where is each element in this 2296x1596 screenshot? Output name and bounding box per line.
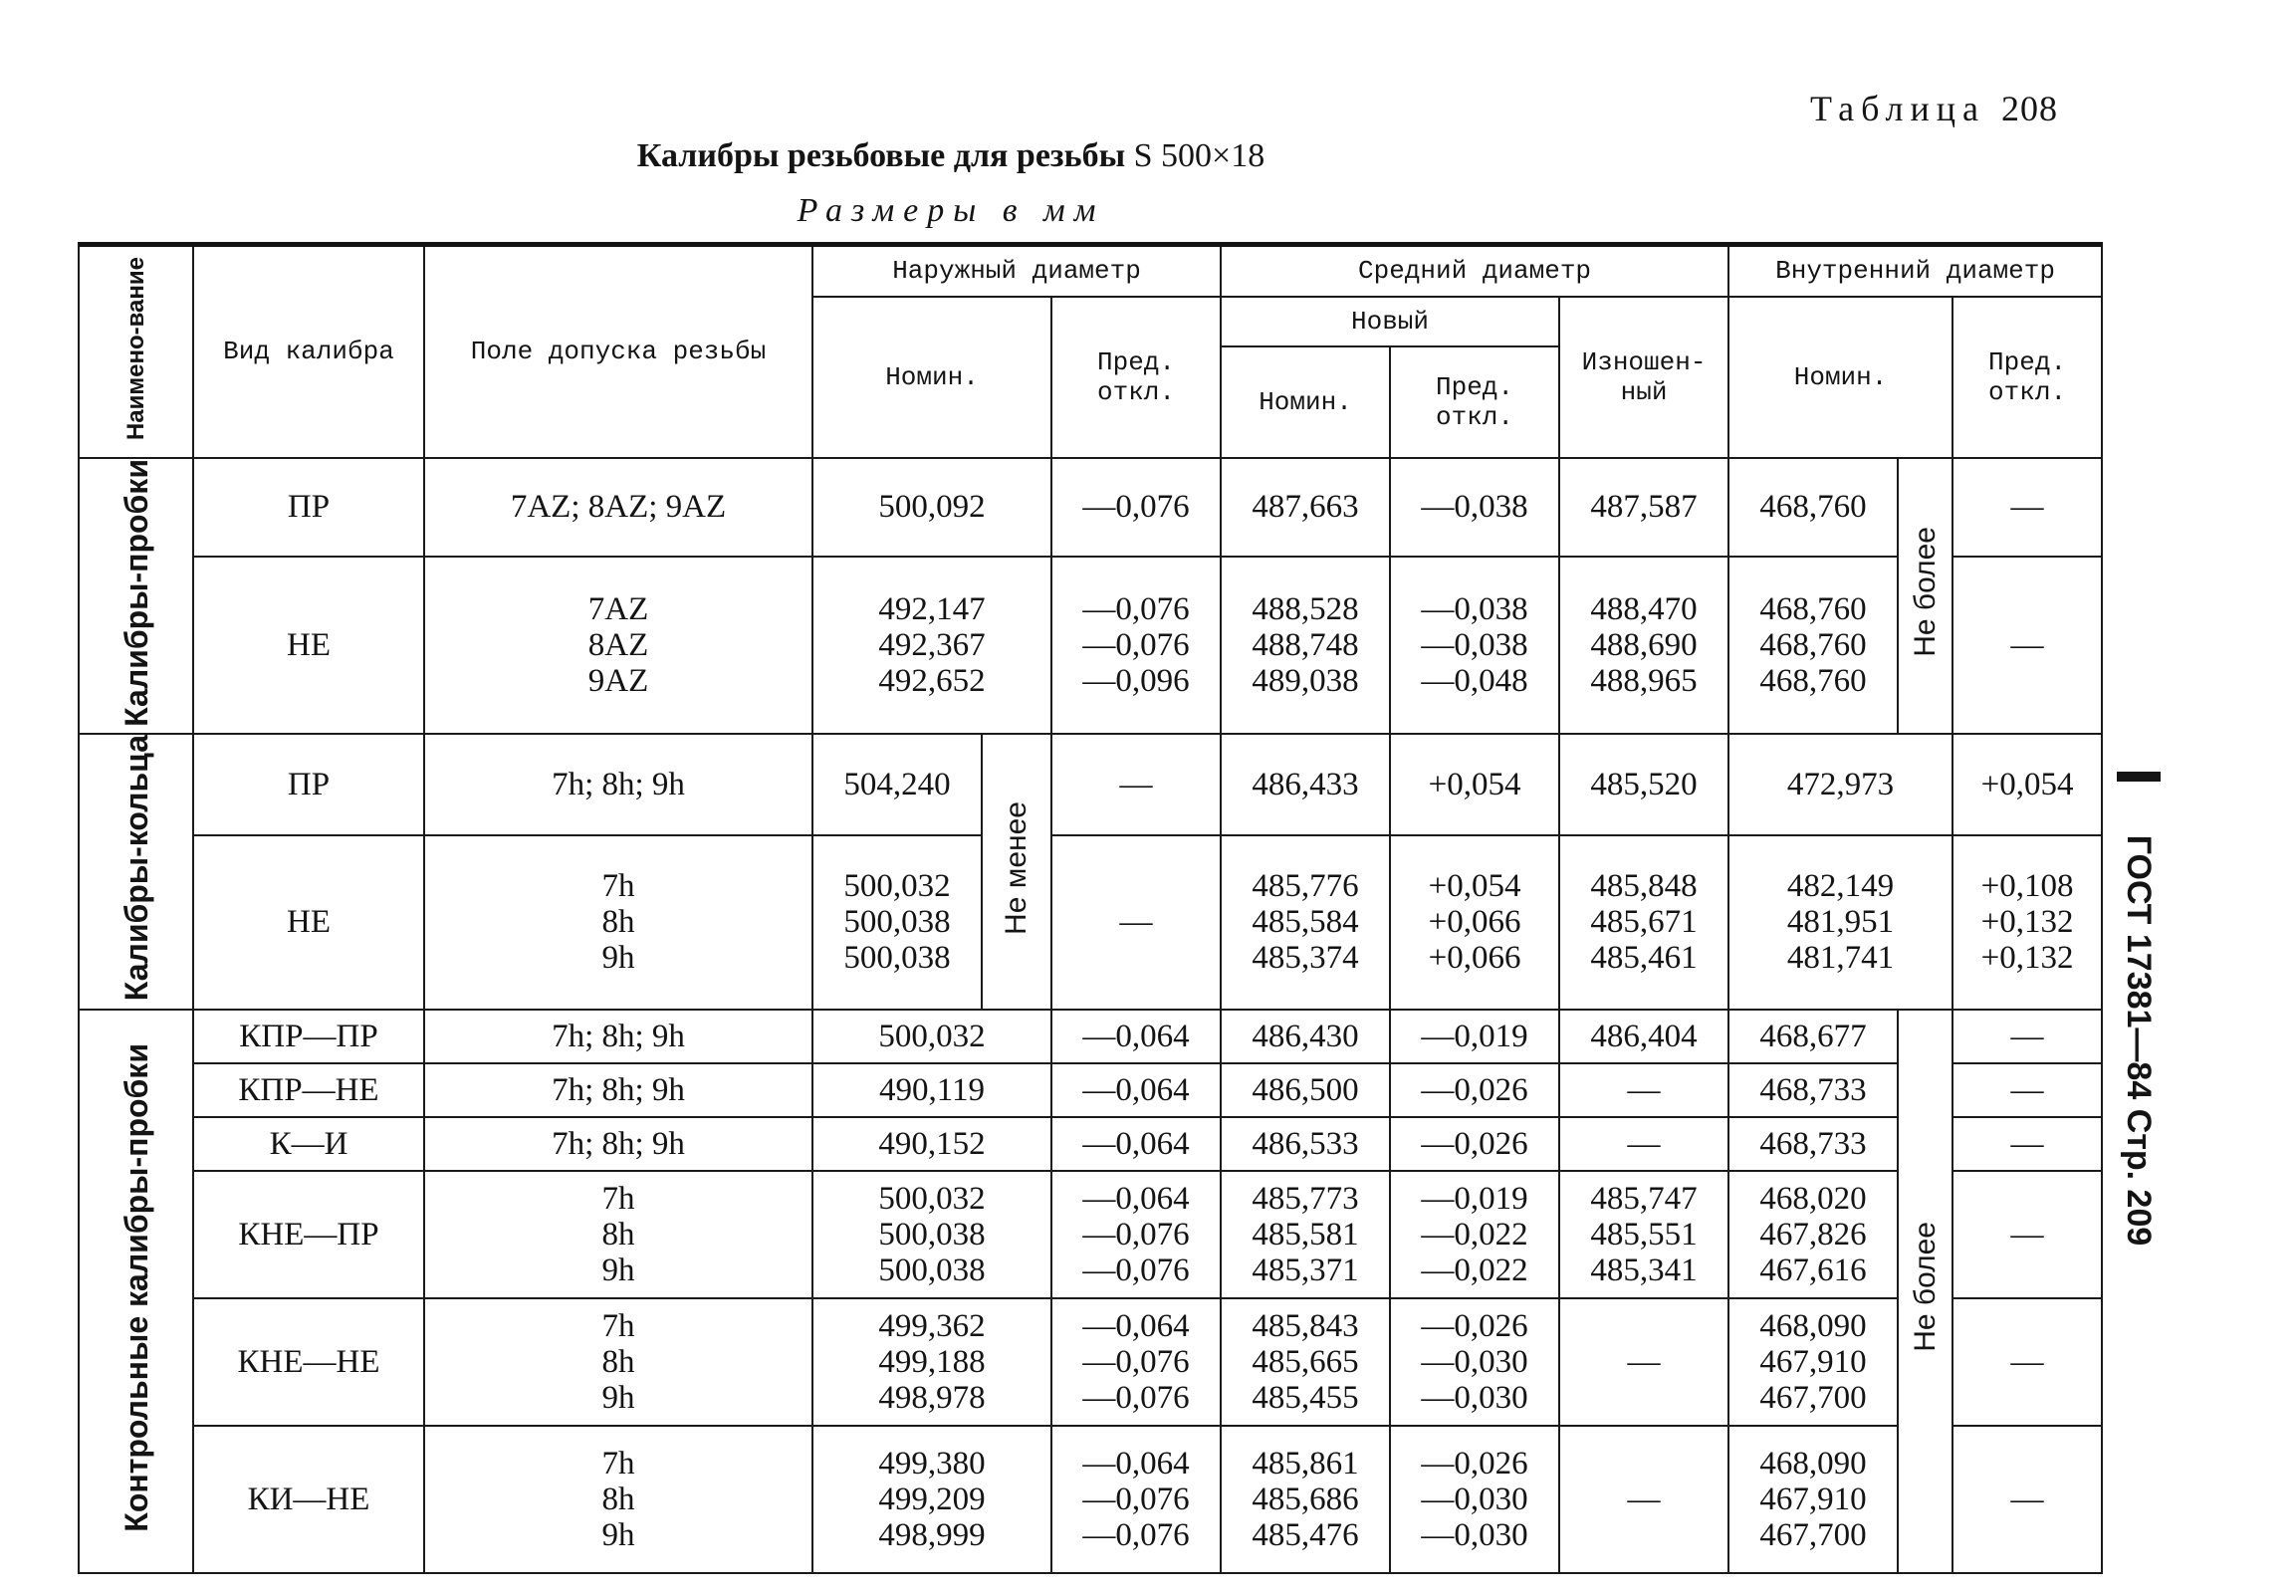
cell-type: К—И (193, 1117, 424, 1171)
cell-middle-nominal: 488,528 488,748 489,038 (1221, 557, 1390, 734)
cell-type: НЕ (193, 557, 424, 734)
table-label: Таблица (1810, 89, 1985, 128)
table-row (79, 458, 2102, 558)
cell-outer-nominal: 500,092 (812, 458, 1051, 558)
cell-outer-deviation: —0,064 (1051, 1010, 1221, 1063)
table-row (79, 1117, 2102, 1171)
cell-tolerance: 7h 8h 9h (424, 1426, 812, 1573)
cell-type: НЕ (193, 835, 424, 1010)
header-worn: Изношен-ный (1559, 297, 1728, 458)
cell-inner-deviation: +0,108 +0,132 +0,132 (1952, 835, 2102, 1010)
cell-worn: 485,747 485,551 485,341 (1559, 1171, 1728, 1298)
header-middle-diameter: Средний диаметр (1221, 245, 1728, 297)
table-row (79, 1063, 2102, 1117)
cell-outer-deviation: —0,064 (1051, 1117, 1221, 1171)
cell-inner-nominal: 468,760 (1728, 458, 1898, 558)
cell-middle-nominal: 486,433 (1221, 734, 1390, 834)
cell-outer-deviation: — (1051, 734, 1221, 834)
cell-inner-nominal: 468,090 467,910 467,700 (1728, 1298, 1898, 1426)
cell-outer-nominal: 500,032 500,038 500,038 (812, 1171, 1051, 1298)
cell-middle-nominal: 487,663 (1221, 458, 1390, 558)
cell-outer-nominal: 504,240 (812, 734, 982, 834)
cell-tolerance: 7h 8h 9h (424, 1298, 812, 1426)
cell-tolerance: 7h 8h 9h (424, 1171, 812, 1298)
header-middle-deviation: Пред. откл. (1390, 346, 1559, 458)
header-inner-nominal: Номин. (1728, 297, 1952, 458)
header-inner-deviation: Пред. откл. (1952, 297, 2102, 458)
cell-outer-nominal: 499,380 499,209 498,999 (812, 1426, 1051, 1573)
cell-middle-nominal: 486,430 (1221, 1010, 1390, 1063)
group-plugs: Калибры-пробки (79, 458, 193, 735)
cell-inner-nominal: 482,149 481,951 481,741 (1728, 835, 1952, 1010)
cell-type: КПР—НЕ (193, 1063, 424, 1117)
cell-tolerance: 7h; 8h; 9h (424, 1010, 812, 1063)
cell-inner-nominal: 468,090 467,910 467,700 (1728, 1426, 1898, 1573)
cell-tolerance: 7h; 8h; 9h (424, 1063, 812, 1117)
cell-middle-deviation: —0,038 (1390, 458, 1559, 558)
page-title (0, 137, 1902, 175)
cell-type: ПР (193, 734, 424, 834)
cell-inner-nominal: 472,973 (1728, 734, 1952, 834)
title-text: Калибры резьбовые для резьбы (636, 137, 1126, 174)
cell-inner-deviation: — (1952, 1171, 2102, 1298)
cell-middle-deviation: +0,054 (1390, 734, 1559, 834)
header-tolerance: Поле допуска резьбы (424, 245, 812, 458)
cell-tolerance: 7h; 8h; 9h (424, 1117, 812, 1171)
cell-worn: 485,520 (1559, 734, 1728, 834)
units-subtitle: Размеры в мм (797, 192, 1105, 229)
cell-outer-deviation: —0,076 —0,076 —0,096 (1051, 557, 1221, 734)
cell-inner-deviation: — (1952, 557, 2102, 734)
cell-worn: 488,470 488,690 488,965 (1559, 557, 1728, 734)
cell-middle-nominal: 485,861 485,686 485,476 (1221, 1426, 1390, 1573)
header-inner-diameter: Внутренний диаметр (1728, 245, 2102, 297)
standard-side-label: ГОСТ 17381—84 Стр. 209 (2117, 772, 2161, 1289)
cell-tolerance: 7AZ 8AZ 9AZ (424, 557, 812, 734)
table-row (79, 1010, 2102, 1063)
cell-outer-nominal: 490,152 (812, 1117, 1051, 1171)
cell-middle-nominal: 486,533 (1221, 1117, 1390, 1171)
cell-inner-nominal: 468,760 468,760 468,760 (1728, 557, 1898, 734)
cell-worn: 486,404 (1559, 1010, 1728, 1063)
cell-middle-nominal: 485,773 485,581 485,371 (1221, 1171, 1390, 1298)
header-middle-nominal: Номин. (1221, 346, 1390, 458)
cell-middle-deviation: —0,019 (1390, 1010, 1559, 1063)
table-number: 208 (2000, 89, 2058, 128)
cell-inner-deviation: — (1952, 1298, 2102, 1426)
cell-tolerance: 7h 8h 9h (424, 835, 812, 1010)
cell-worn: — (1559, 1063, 1728, 1117)
cell-inner-deviation: +0,054 (1952, 734, 2102, 834)
header-gauge-type: Вид калибра (193, 245, 424, 458)
note-not-more-plugs: Не более (1898, 458, 1952, 735)
table-row (79, 835, 2102, 1010)
table-row (79, 734, 2102, 834)
cell-middle-deviation: —0,026 (1390, 1063, 1559, 1117)
cell-inner-deviation: — (1952, 458, 2102, 558)
cell-middle-deviation: —0,038 —0,038 —0,048 (1390, 557, 1559, 734)
cell-middle-deviation: —0,026 (1390, 1117, 1559, 1171)
header-outer-nominal: Номин. (812, 297, 1051, 458)
group-rings: Калибры-кольца (79, 734, 193, 1009)
cell-outer-nominal: 492,147 492,367 492,652 (812, 557, 1051, 734)
cell-outer-deviation: —0,064 —0,076 —0,076 (1051, 1298, 1221, 1426)
note-not-less-rings: Не менее (982, 734, 1051, 1009)
header-outer-diameter: Наружный диаметр (812, 245, 1221, 297)
cell-middle-deviation: —0,019 —0,022 —0,022 (1390, 1171, 1559, 1298)
cell-type: КНЕ—ПР (193, 1171, 424, 1298)
table-row (79, 1171, 2102, 1298)
cell-tolerance: 7AZ; 8AZ; 9AZ (424, 458, 812, 558)
cell-inner-deviation: — (1952, 1063, 2102, 1117)
cell-middle-deviation: +0,054 +0,066 +0,066 (1390, 835, 1559, 1010)
cell-inner-deviation: — (1952, 1426, 2102, 1573)
cell-outer-nominal: 490,119 (812, 1063, 1051, 1117)
note-not-more-control: Не более (1898, 1010, 1952, 1573)
cell-inner-nominal: 468,733 (1728, 1117, 1898, 1171)
cell-worn: 485,848 485,671 485,461 (1559, 835, 1728, 1010)
cell-outer-deviation: —0,064 —0,076 —0,076 (1051, 1426, 1221, 1573)
cell-outer-deviation: —0,064 —0,076 —0,076 (1051, 1171, 1221, 1298)
cell-inner-deviation: — (1952, 1117, 2102, 1171)
cell-worn: — (1559, 1117, 1728, 1171)
title-thread-size: S 500×18 (1133, 137, 1265, 174)
header-name: Наимено-вание (79, 245, 193, 458)
table-row (79, 1426, 2102, 1573)
table-row (79, 557, 2102, 734)
cell-outer-nominal: 500,032 (812, 1010, 1051, 1063)
cell-inner-nominal: 468,677 (1728, 1010, 1898, 1063)
cell-middle-nominal: 485,843 485,665 485,455 (1221, 1298, 1390, 1426)
cell-type: ПР (193, 458, 424, 558)
gauge-table (78, 242, 2103, 1574)
cell-middle-nominal: 486,500 (1221, 1063, 1390, 1117)
header-new: Новый (1221, 297, 1559, 346)
cell-worn: 487,587 (1559, 458, 1728, 558)
table-number-label (1810, 88, 2058, 129)
cell-outer-deviation: —0,064 (1051, 1063, 1221, 1117)
cell-outer-nominal: 500,032 500,038 500,038 (812, 835, 982, 1010)
cell-worn: — (1559, 1426, 1728, 1573)
cell-type: КПР—ПР (193, 1010, 424, 1063)
cell-type: КИ—НЕ (193, 1426, 424, 1573)
cell-outer-nominal: 499,362 499,188 498,978 (812, 1298, 1051, 1426)
cell-middle-deviation: —0,026 —0,030 —0,030 (1390, 1298, 1559, 1426)
cell-middle-nominal: 485,776 485,584 485,374 (1221, 835, 1390, 1010)
cell-inner-deviation: — (1952, 1010, 2102, 1063)
cell-outer-deviation: — (1051, 835, 1221, 1010)
cell-outer-deviation: —0,076 (1051, 458, 1221, 558)
cell-tolerance: 7h; 8h; 9h (424, 734, 812, 834)
cell-inner-nominal: 468,020 467,826 467,616 (1728, 1171, 1898, 1298)
group-control-plugs: Контрольные калибры-пробки (79, 1010, 193, 1573)
cell-worn: — (1559, 1298, 1728, 1426)
cell-type: КНЕ—НЕ (193, 1298, 424, 1426)
table-row (79, 1298, 2102, 1426)
cell-middle-deviation: —0,026 —0,030 —0,030 (1390, 1426, 1559, 1573)
cell-inner-nominal: 468,733 (1728, 1063, 1898, 1117)
header-outer-deviation: Пред. откл. (1051, 297, 1221, 458)
